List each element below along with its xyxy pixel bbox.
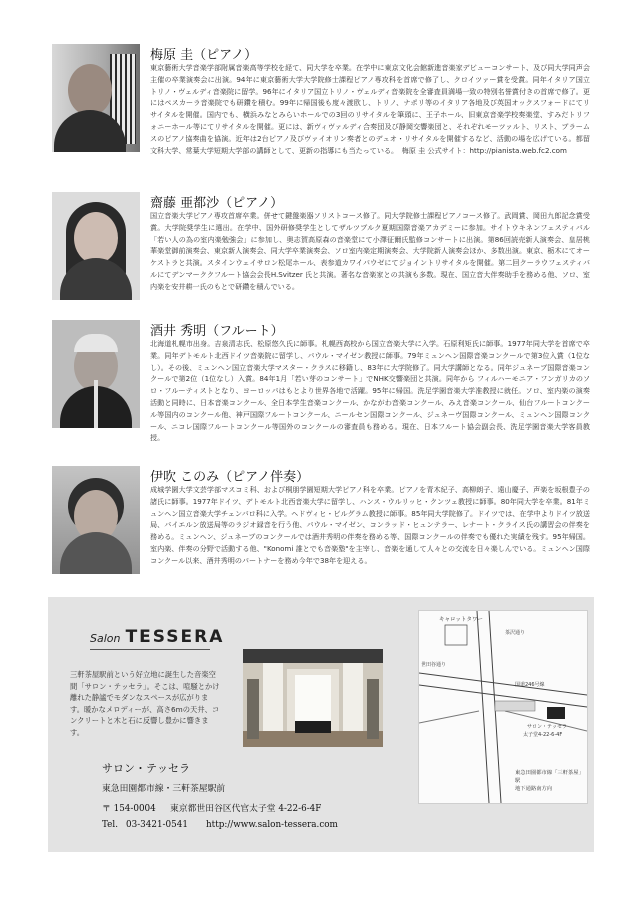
- salon-info-panel: [48, 597, 594, 852]
- hall-photo: [243, 649, 383, 747]
- profile-bio: 北海道札幌市出身。吉泉清志氏、松原悠久氏に師事。札幌西高校から国立音楽大学に入学。石原利矩氏に師事。1977年同大学を首席で卒業。同年デトモルト北西ドイツ音楽院に留学し、パウル・マイゼン教授に師事。79年ミュンヘン国際音楽コンクールで第3位入賞（1位なし）。その後、ミュンヘン国立音楽大学マスター・クラスに移籍し、83年に大学院修了。同大学講師となる。同年ジュネーブ国際音楽コンクールで第2位（1位なし）入賞。84年1月「若い芽のコンサート」でNHK交響楽団と共演。同年から フィルハーモニア・フンガリカのソロ・フルーティストとなり、ヨーロッパはもとより世界各地で活躍。95年に帰国。洗足学園音楽大学准教授に就任。ソロ、室内楽の演奏活動と同時に、日本音楽コンクール、全日本学生音楽コンクール、かながわ音楽コンクール、みえ音楽コンクール、仙台フルートコンクール等国内のコンクール他、神戸国際フルートコンクール、ニールセン国際コンクール、ジュネーヴ国際コンクール、ミュンヘン国際コンクール、ニコレ国際フルートコンクール等国外のコンクールの審査員も務める。現在、日本フルート協会副会長、洗足学園音楽大学客員教授。: [150, 339, 590, 443]
- access-map: [418, 610, 588, 804]
- map-address-label: 太子堂4-22-6-4F: [523, 732, 563, 738]
- map-road-label: 世田谷通り: [421, 662, 447, 668]
- hall-illustration: [243, 649, 383, 747]
- ibuki-photo: [52, 466, 140, 574]
- logo-underline: [90, 649, 210, 650]
- profile-bio: 成城学園大学文芸学部マスコミ科、および桐朋学園短期大学ピアノ科を卒業。ピアノを青木紀子、高柳朗子、遠山慶子、声楽を坂根豊子の諸氏に師事。1977年ドイツ、デトモルト北西音楽大学に留学し、ハンス・ウルリッヒ・クンツェ教授に師事。80年同大学を卒業。81年ミュンヘン国立音楽大学チェンバロ科に入学。ヘドヴィヒ・ビルグラム教授に師事。85年同大学院修了。ドイツでは、在学中よりドイツ放送局、バイエルン放送局等のラジオ録音を行う他、パウル・マイゼン、コンラッド・ヒュンテラー、レナート・クライス氏の講習会の伴奏を務める。ミュンヘン、ジュネーブのコンクールでは酒井秀明の伴奏を務める等、国際コンクールの伴奏でも優れた実績を残す。95年帰国。室内楽、伴奏の分野で活動する他、"Konomi 誰とでも音楽塾"を主宰し、音楽を通して人々との交流を日々楽しんでいる。ミュンヘン国際コンクール以来、酒井秀明のパートナーを務め今年で38年を迎える。: [150, 485, 590, 565]
- salon-logo: [90, 627, 224, 647]
- map-road-label: 国道246号線: [515, 682, 545, 688]
- venue-access: 東急田園都市線・三軒茶屋駅前: [102, 784, 226, 794]
- salon-description: 三軒茶屋駅前という好立地に誕生した音楽空間「サロン・テッセラ」。そこは、喧騒とかけ離れた静謐でモダンなスペースが広がります。暖かなメロディーが、高さ6mの天井、コンクリートと木と石に反響し豊かに響きます。: [70, 670, 220, 737]
- saito-photo: [52, 192, 140, 300]
- profile-bio: 東京藝術大学音楽学部附属音楽高等学校を経て、同大学を卒業。在学中に東京文化会館新進音楽家デビューコンサート、及び同大学同声会主催の卒業演奏会に出演。94年に東京藝術大学大学院修士課程ピアノ専攻科を首席で修了し、クロイツァー賞を受賞。同年イタリア国立トリノ・ヴェルディ音楽院に留学。96年にイタリア国立トリノ・ヴェルディ音楽院を全審査員満場一致の特別名誉賞付きの首席で修了。更にはペスカーラ音楽院でも研鑽を積む。99年に帰国後も度々渡欧し、トリノ、ナポリ等のイタリア各地及び英国オックスフォードにてリサイタルを開催。国内でも、横浜みなとみらいホールでの3回のリサイタルを筆頭に、王子ホール、旧東京音楽学校奏楽堂、すみだトリフォニーホール等にてリサイタルを開催。更には、新ヴィヴァルディ合奏団及び静岡交響楽団と、それぞれモーツァルト、リスト、ブラームスのピアノ協奏曲を協演。近年は2台ピアノ及びヴァイオリン奏者とのデュオ・リサイタルを開催するなど、活動の場を広げている。都留文科大学、常葉大学短期大学部の講師として、更新の指導にも当たっている。 梅原 圭 公式サイト：http://pianista.web.fc2.com: [150, 63, 590, 155]
- venue-website-link[interactable]: http://www.salon-tessera.com: [206, 820, 338, 830]
- logo-name: TESSERA: [125, 627, 225, 647]
- profile-name: 酒井 秀明（フルート）: [150, 324, 284, 339]
- venue-address: 東京都世田谷区代官太子堂 4-22-6-4F: [170, 804, 322, 814]
- venue-tel-label: Tel.: [102, 820, 118, 830]
- profile-name: 齋藤 亜都沙（ピアノ）: [150, 196, 284, 211]
- map-tower-label: キャロットタワー: [439, 617, 483, 623]
- profile-name: 伊吹 このみ（ピアノ伴奏）: [150, 470, 310, 485]
- venue-postal: 〒 154-0004: [102, 804, 156, 814]
- logo-prefix: Salon: [90, 632, 121, 645]
- profile-bio: 国立音楽大学ピアノ専攻首席卒業。併せて鍵盤楽器ソリストコース修了。同大学院修士課程ピアノコース修了。武岡賞、岡田九郎記念賞受賞。大学院奨学生に選出。在学中、国外研修奨学生としてザルツブルク夏期国際音楽アカデミーに参加。サイトウキネンフェスティバル「若い人の為の室内楽勉強会」に参加し、奥志賀高原森の音楽堂にて小澤征爾氏監修コンサートに出演。第86回読売新人演奏会、皇居桃華楽堂御前演奏会、東京新人演奏会、同大学卒業演奏会、ソロ室内楽定期演奏会、大学院新人演奏会ほか、多数出演。東京、栃木にてオーケストラと共演。スタインウェイサロン松尾ホール、表参道カワイパウゼにてジョイントリサイタルを開催。第二回クーラウフェスティバルにてデンマーククフルート協会会長H.Svitzer 氏と共演。著名な音楽家との共演も多数。現在、国立音大伴奏助手を務める他、ソロ、室内楽を安井耕一氏のもとで研鑽を積んでいる。: [150, 211, 590, 291]
- map-road-label: 茶沢通り: [505, 630, 526, 636]
- profile-name: 梅原 圭（ピアノ）: [150, 48, 258, 63]
- map-station-label: 東急田園都市線「三軒茶屋」駅 地下通路南方向: [515, 770, 584, 792]
- sakai-photo: [52, 320, 140, 428]
- venue-name: サロン・テッセラ: [102, 762, 190, 775]
- venue-tel: 03-3421-0541: [126, 820, 188, 830]
- map-venue-label: サロン・テッセラ: [527, 724, 568, 730]
- umehara-photo: [52, 44, 140, 152]
